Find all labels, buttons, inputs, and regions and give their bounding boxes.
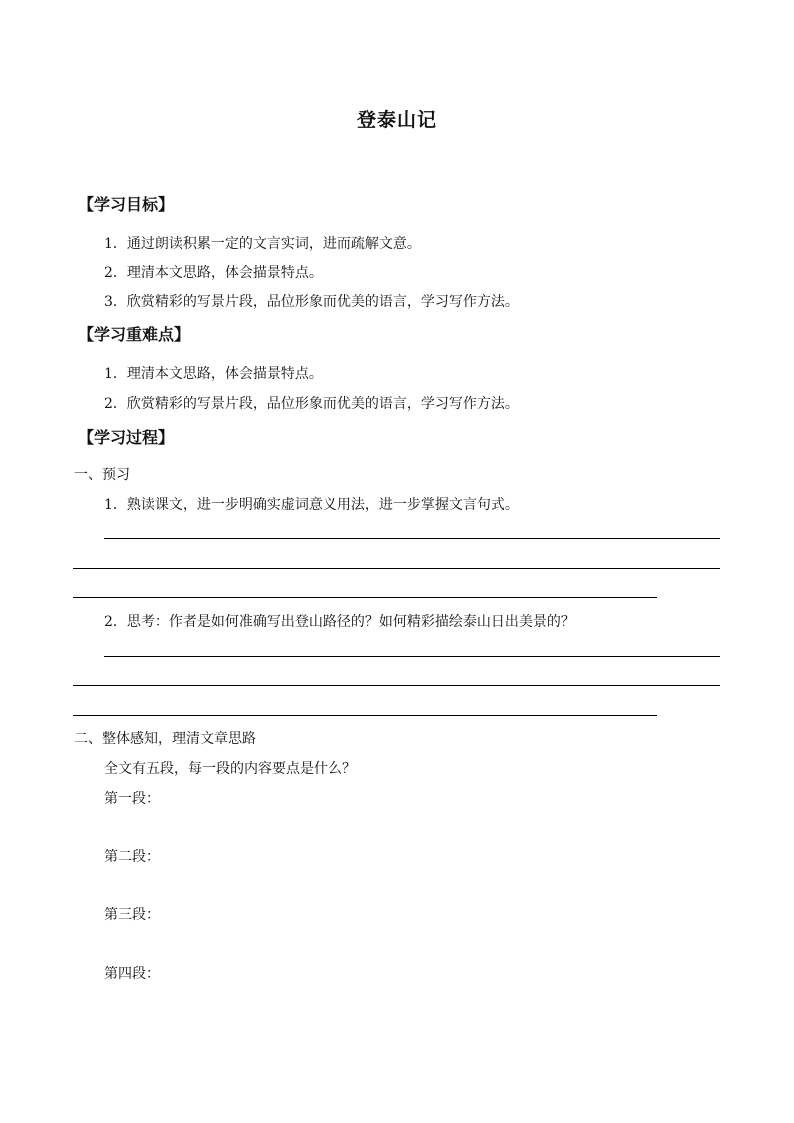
answer-line[interactable] — [73, 685, 720, 686]
answer-line[interactable] — [104, 538, 720, 539]
paragraph-label-3: 第三段： — [104, 907, 160, 923]
answer-line[interactable] — [104, 656, 720, 657]
question-1: 1．熟读课文，进一步明确实虚词意义用法，进一步掌握文言句式。 — [104, 497, 519, 513]
key-point-item: 1．理清本文思路，体会描景特点。 — [104, 366, 323, 382]
paragraph-label-4: 第四段： — [104, 966, 160, 982]
section-title: 二、整体感知，理清文章思路 — [74, 731, 256, 747]
section-title: 一、预习 — [74, 467, 130, 483]
objective-item: 1．通过朗读积累一定的文言实词，进而疏解文意。 — [104, 236, 421, 252]
key-point-item: 2．欣赏精彩的写景片段，品位形象而优美的语言，学习写作方法。 — [104, 396, 519, 412]
answer-line[interactable] — [73, 715, 657, 716]
paragraph-label-2: 第二段： — [104, 849, 160, 865]
objective-item: 3．欣赏精彩的写景片段，品位形象而优美的语言，学习写作方法。 — [104, 294, 519, 310]
objective-item: 2．理清本文思路，体会描景特点。 — [104, 265, 323, 281]
key-points-heading: 【学习重难点】 — [78, 325, 191, 344]
objectives-heading: 【学习目标】 — [78, 195, 175, 214]
question-2: 2．思考：作者是如何准确写出登山路径的？如何精彩描绘泰山日出美景的？ — [104, 614, 575, 630]
section-prompt: 全文有五段，每一段的内容要点是什么？ — [104, 761, 356, 777]
answer-line[interactable] — [73, 597, 657, 598]
answer-line[interactable] — [73, 568, 720, 569]
paragraph-label-1: 第一段： — [104, 791, 160, 807]
page-title: 登泰山记 — [356, 109, 437, 131]
process-heading: 【学习过程】 — [78, 428, 175, 447]
